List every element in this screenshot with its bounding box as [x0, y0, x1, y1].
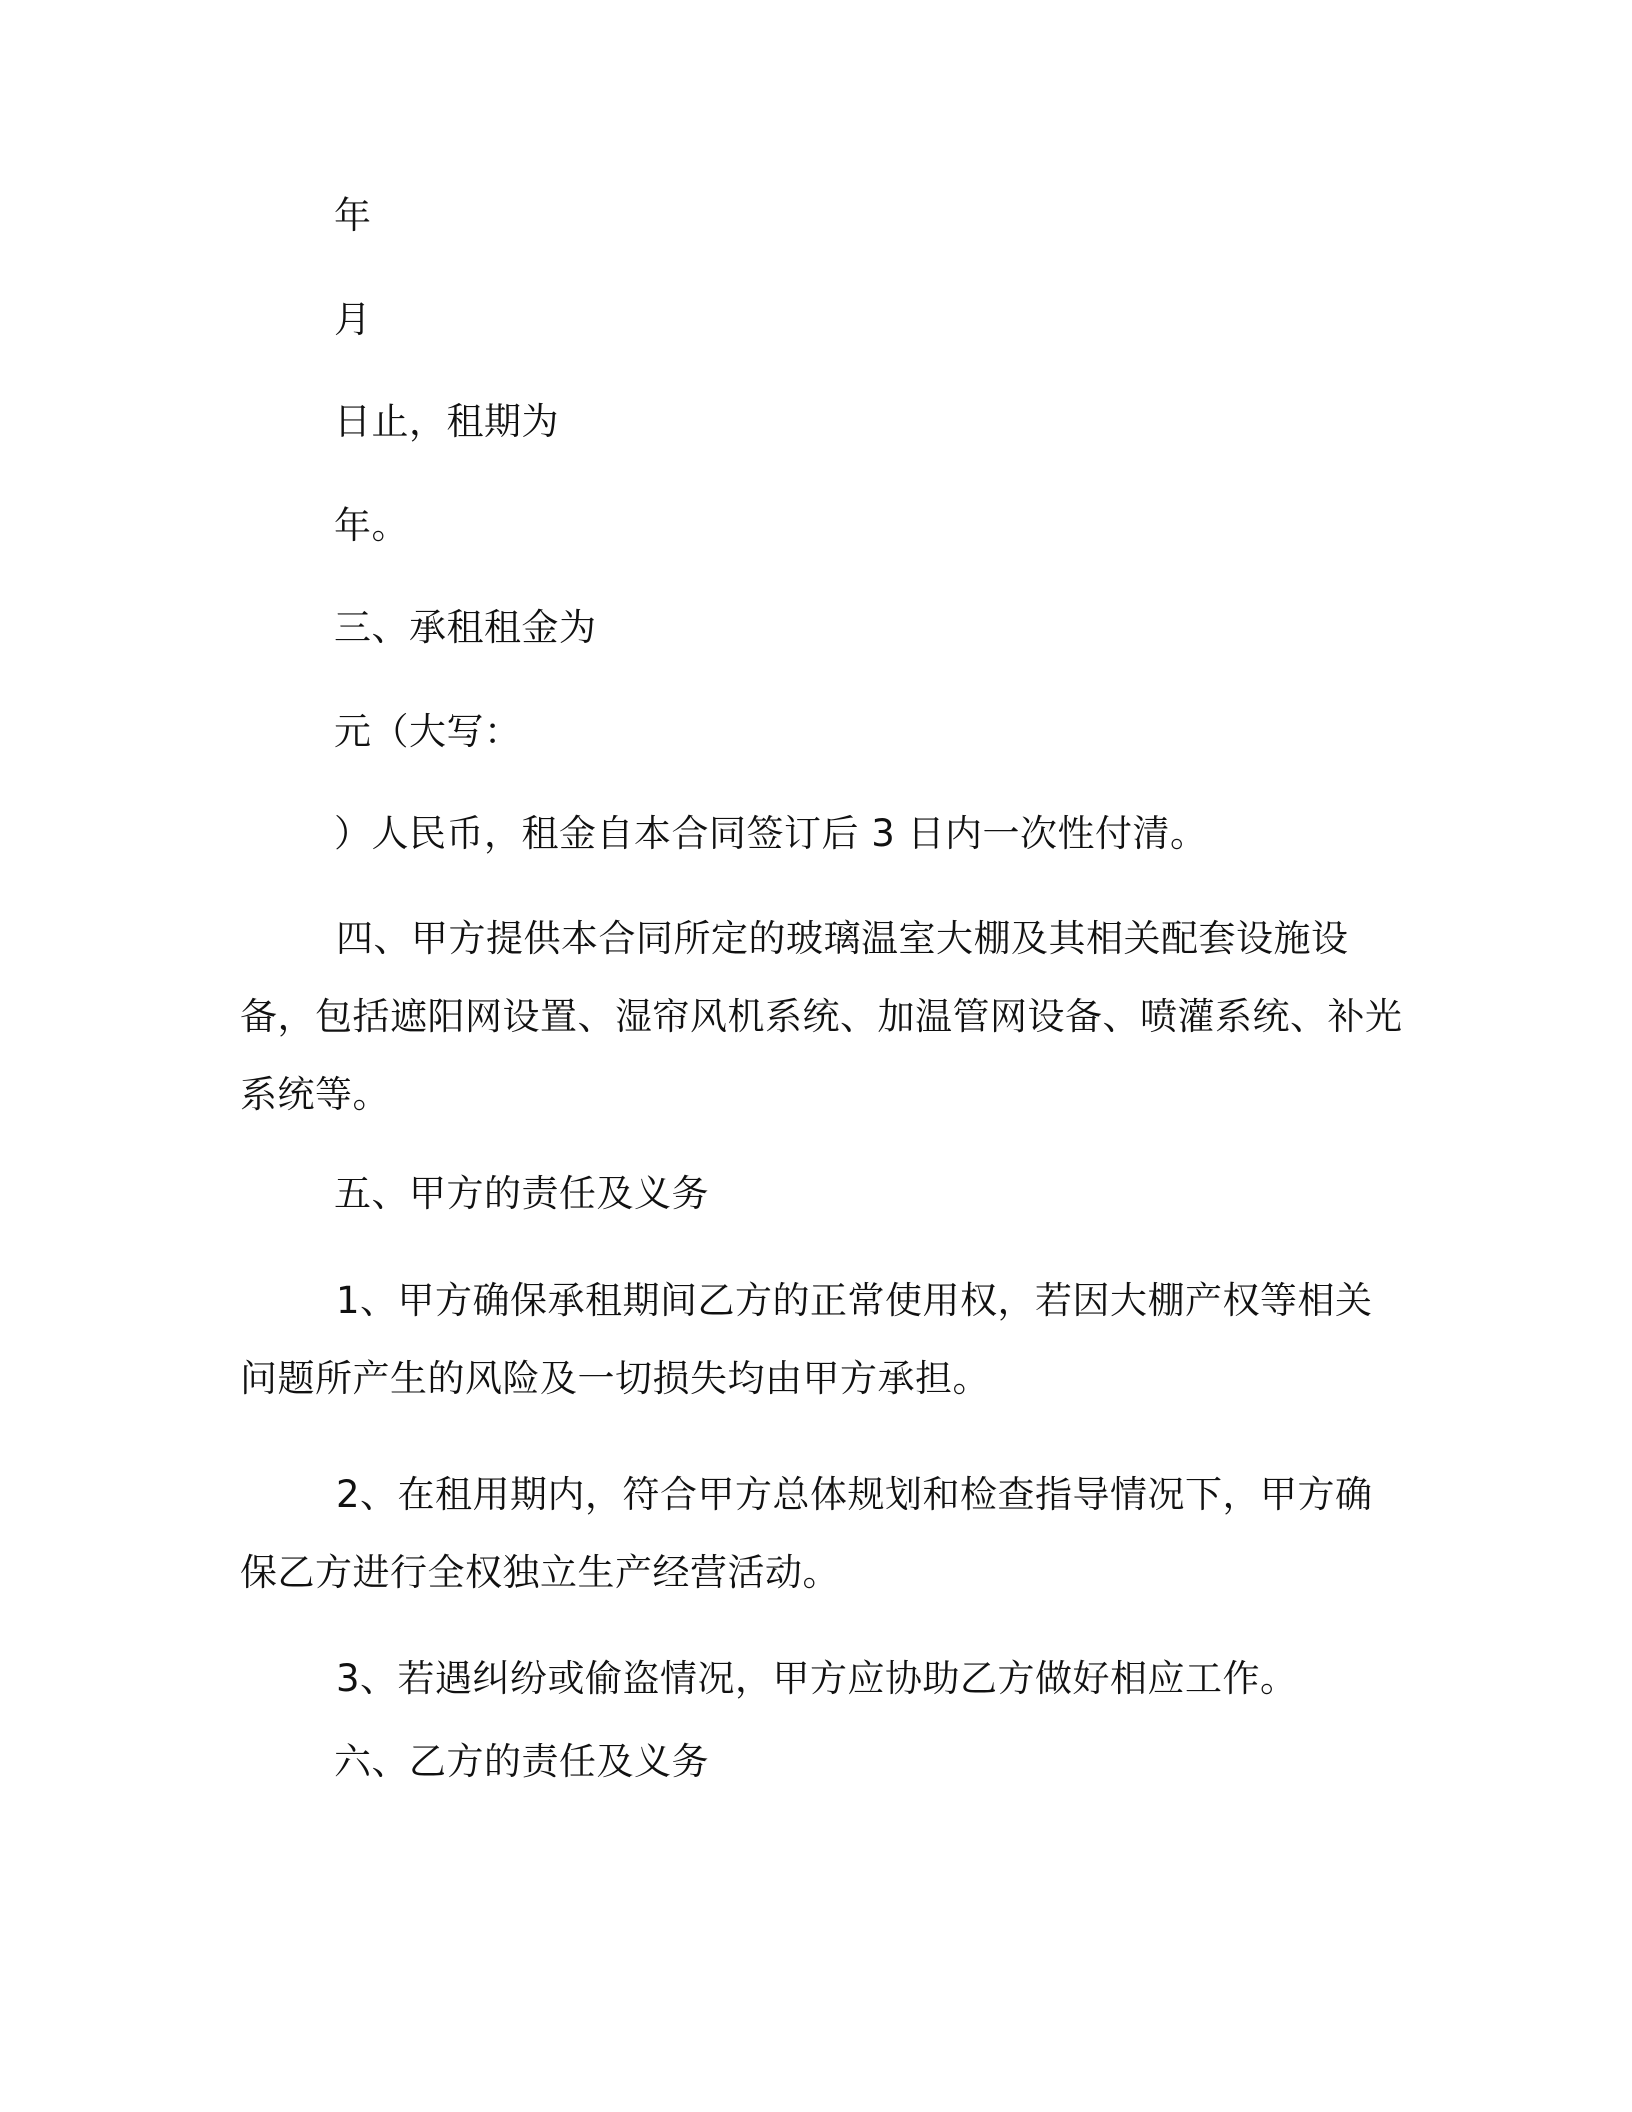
text-line-payment-terms: ）人民币，租金自本合同签订后 3 日内一次性付清。 [334, 812, 1208, 855]
section-5-item-2: 2、在租用期内，符合甲方总体规划和检查指导情况下，甲方确保乙方进行全权独立生产经营活动。 [240, 1473, 1373, 1594]
section-5-item-1: 1、甲方确保承租期间乙方的正常使用权，若因大棚产权等相关问题所产生的风险及一切损失均由甲方承担。 [240, 1279, 1373, 1400]
clause-4-facilities: 四、甲方提供本合同所定的玻璃温室大棚及其相关配套设施设备，包括遮阳网设置、湿帘风机系统、加温管网设备、喷灌系统、补光系统等。 [240, 917, 1403, 1116]
section-6-heading: 六、乙方的责任及义务 [334, 1740, 709, 1783]
text-line-day-term: 日止，租期为 [334, 400, 559, 443]
text-line-year: 年 [334, 194, 372, 237]
section-5-item-3: 3、若遇纠纷或偷盗情况，甲方应协助乙方做好相应工作。 [336, 1657, 1298, 1700]
text-line-yuan: 元（大写： [334, 710, 522, 753]
text-line-month: 月 [334, 298, 372, 341]
clause-3-rent: 三、承租租金为 [334, 606, 597, 649]
section-5-heading: 五、甲方的责任及义务 [334, 1172, 709, 1215]
text-line-years: 年。 [334, 504, 409, 547]
